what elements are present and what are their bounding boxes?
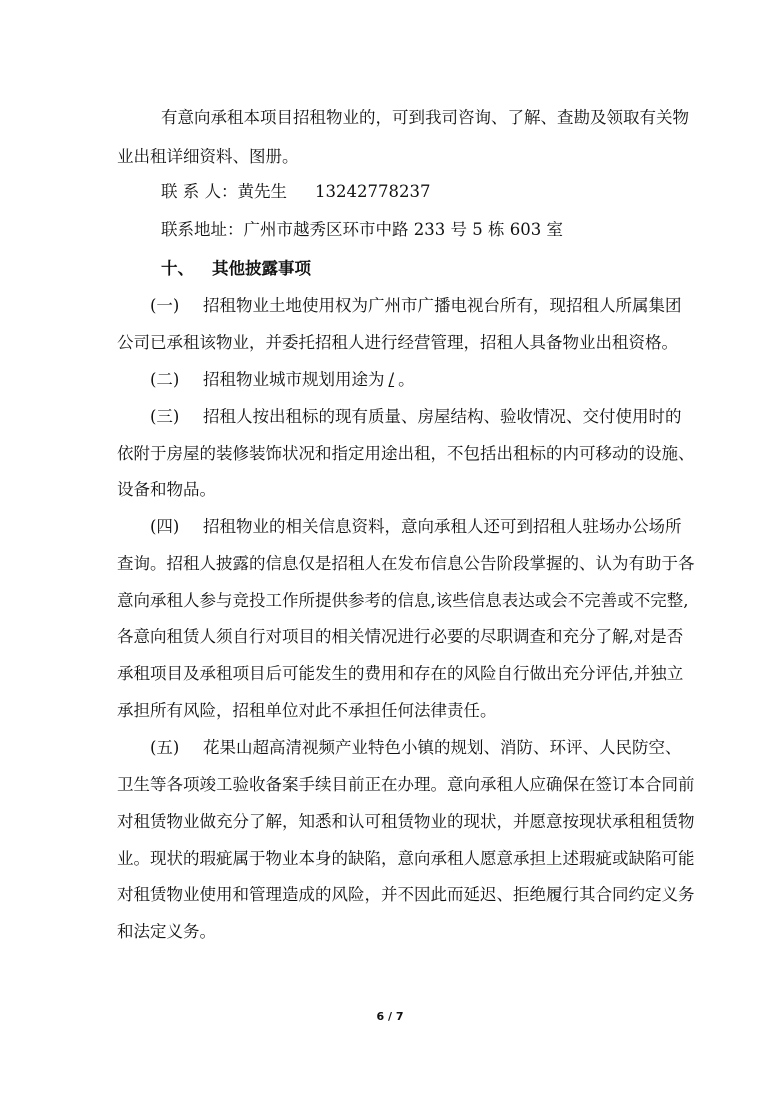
item-2-text-before: 招租物业城市规划用途为: [203, 370, 385, 389]
item-5-line-1: 花果山超高清视频产业特色小镇的规划、消防、环评、人民防空、: [203, 738, 682, 757]
item-1-line-1: 招租物业土地使用权为广州市广播电视台所有，现招租人所属集团: [203, 296, 682, 315]
contact-person-value: 黄先生: [237, 182, 287, 201]
item-4-line-6: 承担所有风险，招租单位对此不承担任何法律责任。: [117, 701, 497, 720]
item-5-line-5: 对租赁物业使用和管理造成的风险，并不因此而延迟、拒绝履行其合同约定义务: [117, 885, 695, 904]
item-1-label: (一): [150, 296, 180, 315]
item-5-line-2: 卫生等各项竣工验收备案手续目前正在办理。意向承租人应确保在签订本合同前: [117, 775, 695, 794]
page-number: 6 / 7: [376, 1010, 404, 1023]
item-5-line-6: 和法定义务。: [117, 922, 216, 941]
item-5-label: (五): [150, 738, 180, 757]
item-5-line-3: 对租赁物业做充分了解，知悉和认可租赁物业的现状，并愿意按现状承租租赁物: [117, 812, 695, 831]
section-title: 其他披露事项: [212, 259, 311, 278]
item-4-line-4: 各意向租赁人须自行对项目的相关情况进行必要的尽职调查和充分了解,对是否: [117, 627, 684, 646]
item-4-line-5: 承租项目及承租项目后可能发生的费用和存在的风险自行做出充分评估,并独立: [117, 664, 684, 683]
contact-address-label: 联系地址：: [161, 220, 244, 239]
item-2-label: (二): [150, 370, 180, 389]
section-number: 十、: [161, 259, 194, 278]
item-3-line-1: 招租人按出租标的现有质量、房屋结构、验收情况、交付使用时的: [203, 407, 682, 426]
item-3-line-2: 依附于房屋的装修装饰状况和指定用途出租，不包括出租标的内可移动的设施、: [117, 444, 695, 463]
item-4-line-3: 意向承租人参与竞投工作所提供参考的信息,该些信息表达或会不完善或不完整,: [117, 591, 689, 610]
item-2-underlined-value: /: [388, 370, 395, 389]
section-heading: [161, 258, 311, 280]
contact-phone: 13242778237: [315, 182, 431, 201]
item-2-text: [203, 369, 415, 391]
intro-line-2: 业出租详细资料、图册。: [117, 147, 299, 166]
item-3-label: (三): [150, 407, 180, 426]
contact-address-value: 广州市越秀区环市中路 233 号 5 栋 603 室: [243, 220, 563, 239]
item-4-line-2: 查询。招租人披露的信息仅是招租人在发布信息公告阶段掌握的、认为有助于各: [117, 554, 695, 573]
item-5-line-4: 业。现状的瑕疵属于物业本身的缺陷，意向承租人愿意承担上述瑕疵或缺陷可能: [117, 849, 695, 868]
item-1-line-2: 公司已承租该物业，并委托招租人进行经营管理，招租人具备物业出租资格。: [117, 333, 678, 352]
item-3-line-3: 设备和物品。: [117, 480, 216, 499]
item-4-line-1: 招租物业的相关信息资料，意向承租人还可到招租人驻场办公场所: [203, 517, 682, 536]
contact-person-line: [161, 181, 430, 203]
contact-person-label: 联 系 人：: [161, 182, 238, 201]
item-2-text-after: 。: [398, 370, 415, 389]
contact-address-line: [161, 219, 563, 241]
intro-line-1: 有意向承租本项目招租物业的，可到我司咨询、了解、查勘及领取有关物: [161, 108, 689, 127]
item-4-label: (四): [150, 517, 180, 536]
